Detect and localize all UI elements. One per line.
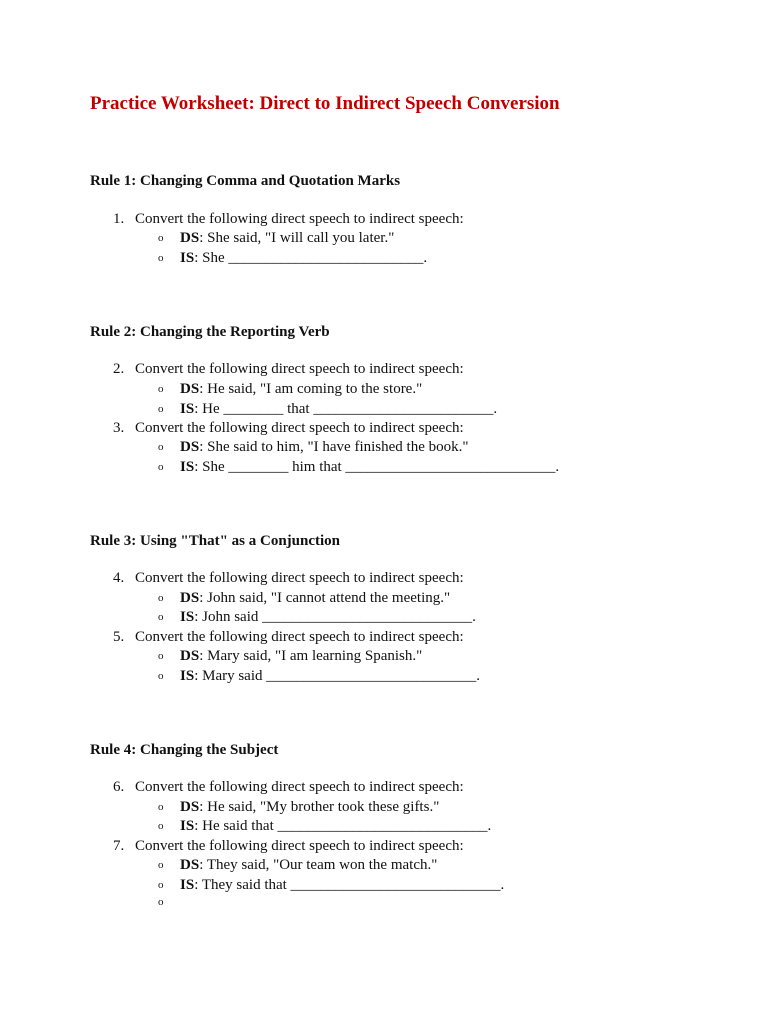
question-5-prompt-text: Convert the following direct speech to indirect speech: — [135, 629, 464, 645]
question-2-is-label: IS — [180, 401, 195, 417]
rule-3-heading: Rule 3: Using "That" as a Conjunction — [90, 533, 341, 549]
question-4-ds — [158, 590, 450, 607]
bullet-icon: o — [158, 403, 164, 415]
bullet-icon: o — [158, 820, 164, 832]
bullet-icon: o — [158, 859, 164, 871]
question-3-is-text: : She ________ him that ____________________________. — [194, 459, 560, 475]
question-2-is — [158, 401, 497, 418]
question-4-is-label: IS — [180, 609, 195, 625]
question-4-prompt-text: Convert the following direct speech to indirect speech: — [135, 570, 464, 586]
question-7-ds-label: DS — [180, 857, 200, 873]
empty-bullet-line — [158, 894, 180, 911]
question-6-ds-label: DS — [180, 799, 200, 815]
question-7-ds-text: : They said, "Our team won the match." — [199, 857, 438, 873]
question-2-ds-text: : He said, "I am coming to the store." — [199, 381, 423, 397]
question-3-ds-label: DS — [180, 439, 200, 455]
rule-2-heading: Rule 2: Changing the Reporting Verb — [90, 324, 330, 340]
question-2-prompt-text: Convert the following direct speech to indirect speech: — [135, 361, 464, 377]
question-4-prompt — [113, 570, 464, 587]
rule-4-heading: Rule 4: Changing the Subject — [90, 742, 279, 758]
question-3-is-label: IS — [180, 459, 195, 475]
question-3-ds-text: : She said to him, "I have finished the book." — [199, 439, 469, 455]
bullet-icon: o — [158, 441, 164, 453]
question-4-is — [158, 609, 476, 626]
question-7-number: 7. — [113, 838, 125, 854]
question-3-prompt-text: Convert the following direct speech to indirect speech: — [135, 420, 464, 436]
bullet-icon: o — [158, 801, 164, 813]
question-2-is-text: : He ________ that ________________________. — [194, 401, 498, 417]
question-1-is-label: IS — [180, 250, 195, 266]
bullet-icon: o — [158, 592, 164, 604]
question-3-ds — [158, 439, 468, 456]
question-4-ds-label: DS — [180, 590, 200, 606]
bullet-icon: o — [158, 670, 164, 682]
question-5-is — [158, 668, 480, 685]
question-5-is-label: IS — [180, 668, 195, 684]
question-7-ds — [158, 857, 437, 874]
bullet-icon: o — [158, 383, 164, 395]
question-4-is-text: : John said ____________________________. — [194, 609, 476, 625]
question-2-number: 2. — [113, 361, 125, 377]
question-6-is-text: : He said that ____________________________. — [194, 818, 492, 834]
rule-1-heading: Rule 1: Changing Comma and Quotation Marks — [90, 173, 401, 189]
question-1-prompt-text: Convert the following direct speech to indirect speech: — [135, 211, 464, 227]
question-6-ds — [158, 799, 439, 816]
question-6-prompt-text: Convert the following direct speech to indirect speech: — [135, 779, 464, 795]
question-5-number: 5. — [113, 629, 125, 645]
page-title: Practice Worksheet: Direct to Indirect Speech Conversion — [90, 93, 560, 114]
question-3-is — [158, 459, 559, 476]
bullet-icon: o — [158, 611, 164, 623]
question-5-ds-text: : Mary said, "I am learning Spanish." — [199, 648, 423, 664]
question-3-prompt — [113, 420, 464, 437]
question-1-ds-label: DS — [180, 230, 200, 246]
bullet-icon: o — [158, 896, 164, 908]
question-4-number: 4. — [113, 570, 125, 586]
question-7-prompt — [113, 838, 464, 855]
question-3-number: 3. — [113, 420, 125, 436]
question-5-ds-label: DS — [180, 648, 200, 664]
question-5-ds — [158, 648, 422, 665]
bullet-icon: o — [158, 232, 164, 244]
question-7-prompt-text: Convert the following direct speech to indirect speech: — [135, 838, 464, 854]
bullet-icon: o — [158, 461, 164, 473]
question-6-is — [158, 818, 491, 835]
question-6-is-label: IS — [180, 818, 195, 834]
question-7-is — [158, 877, 504, 894]
bullet-icon: o — [158, 252, 164, 264]
bullet-icon: o — [158, 879, 164, 891]
question-1-is-text: : She __________________________. — [194, 250, 428, 266]
question-7-is-text: : They said that ____________________________. — [194, 877, 505, 893]
question-1-ds — [158, 230, 394, 247]
question-1-is — [158, 250, 427, 267]
question-2-prompt — [113, 361, 464, 378]
question-1-number: 1. — [113, 211, 125, 227]
question-6-prompt — [113, 779, 464, 796]
question-6-number: 6. — [113, 779, 125, 795]
question-2-ds — [158, 381, 422, 398]
bullet-icon: o — [158, 650, 164, 662]
question-5-is-text: : Mary said ____________________________. — [194, 668, 481, 684]
question-1-prompt — [113, 211, 464, 228]
question-4-ds-text: : John said, "I cannot attend the meeting." — [199, 590, 451, 606]
question-6-ds-text: : He said, "My brother took these gifts." — [199, 799, 440, 815]
question-2-ds-label: DS — [180, 381, 200, 397]
question-1-ds-text: : She said, "I will call you later." — [199, 230, 395, 246]
question-5-prompt — [113, 629, 464, 646]
question-7-is-label: IS — [180, 877, 195, 893]
